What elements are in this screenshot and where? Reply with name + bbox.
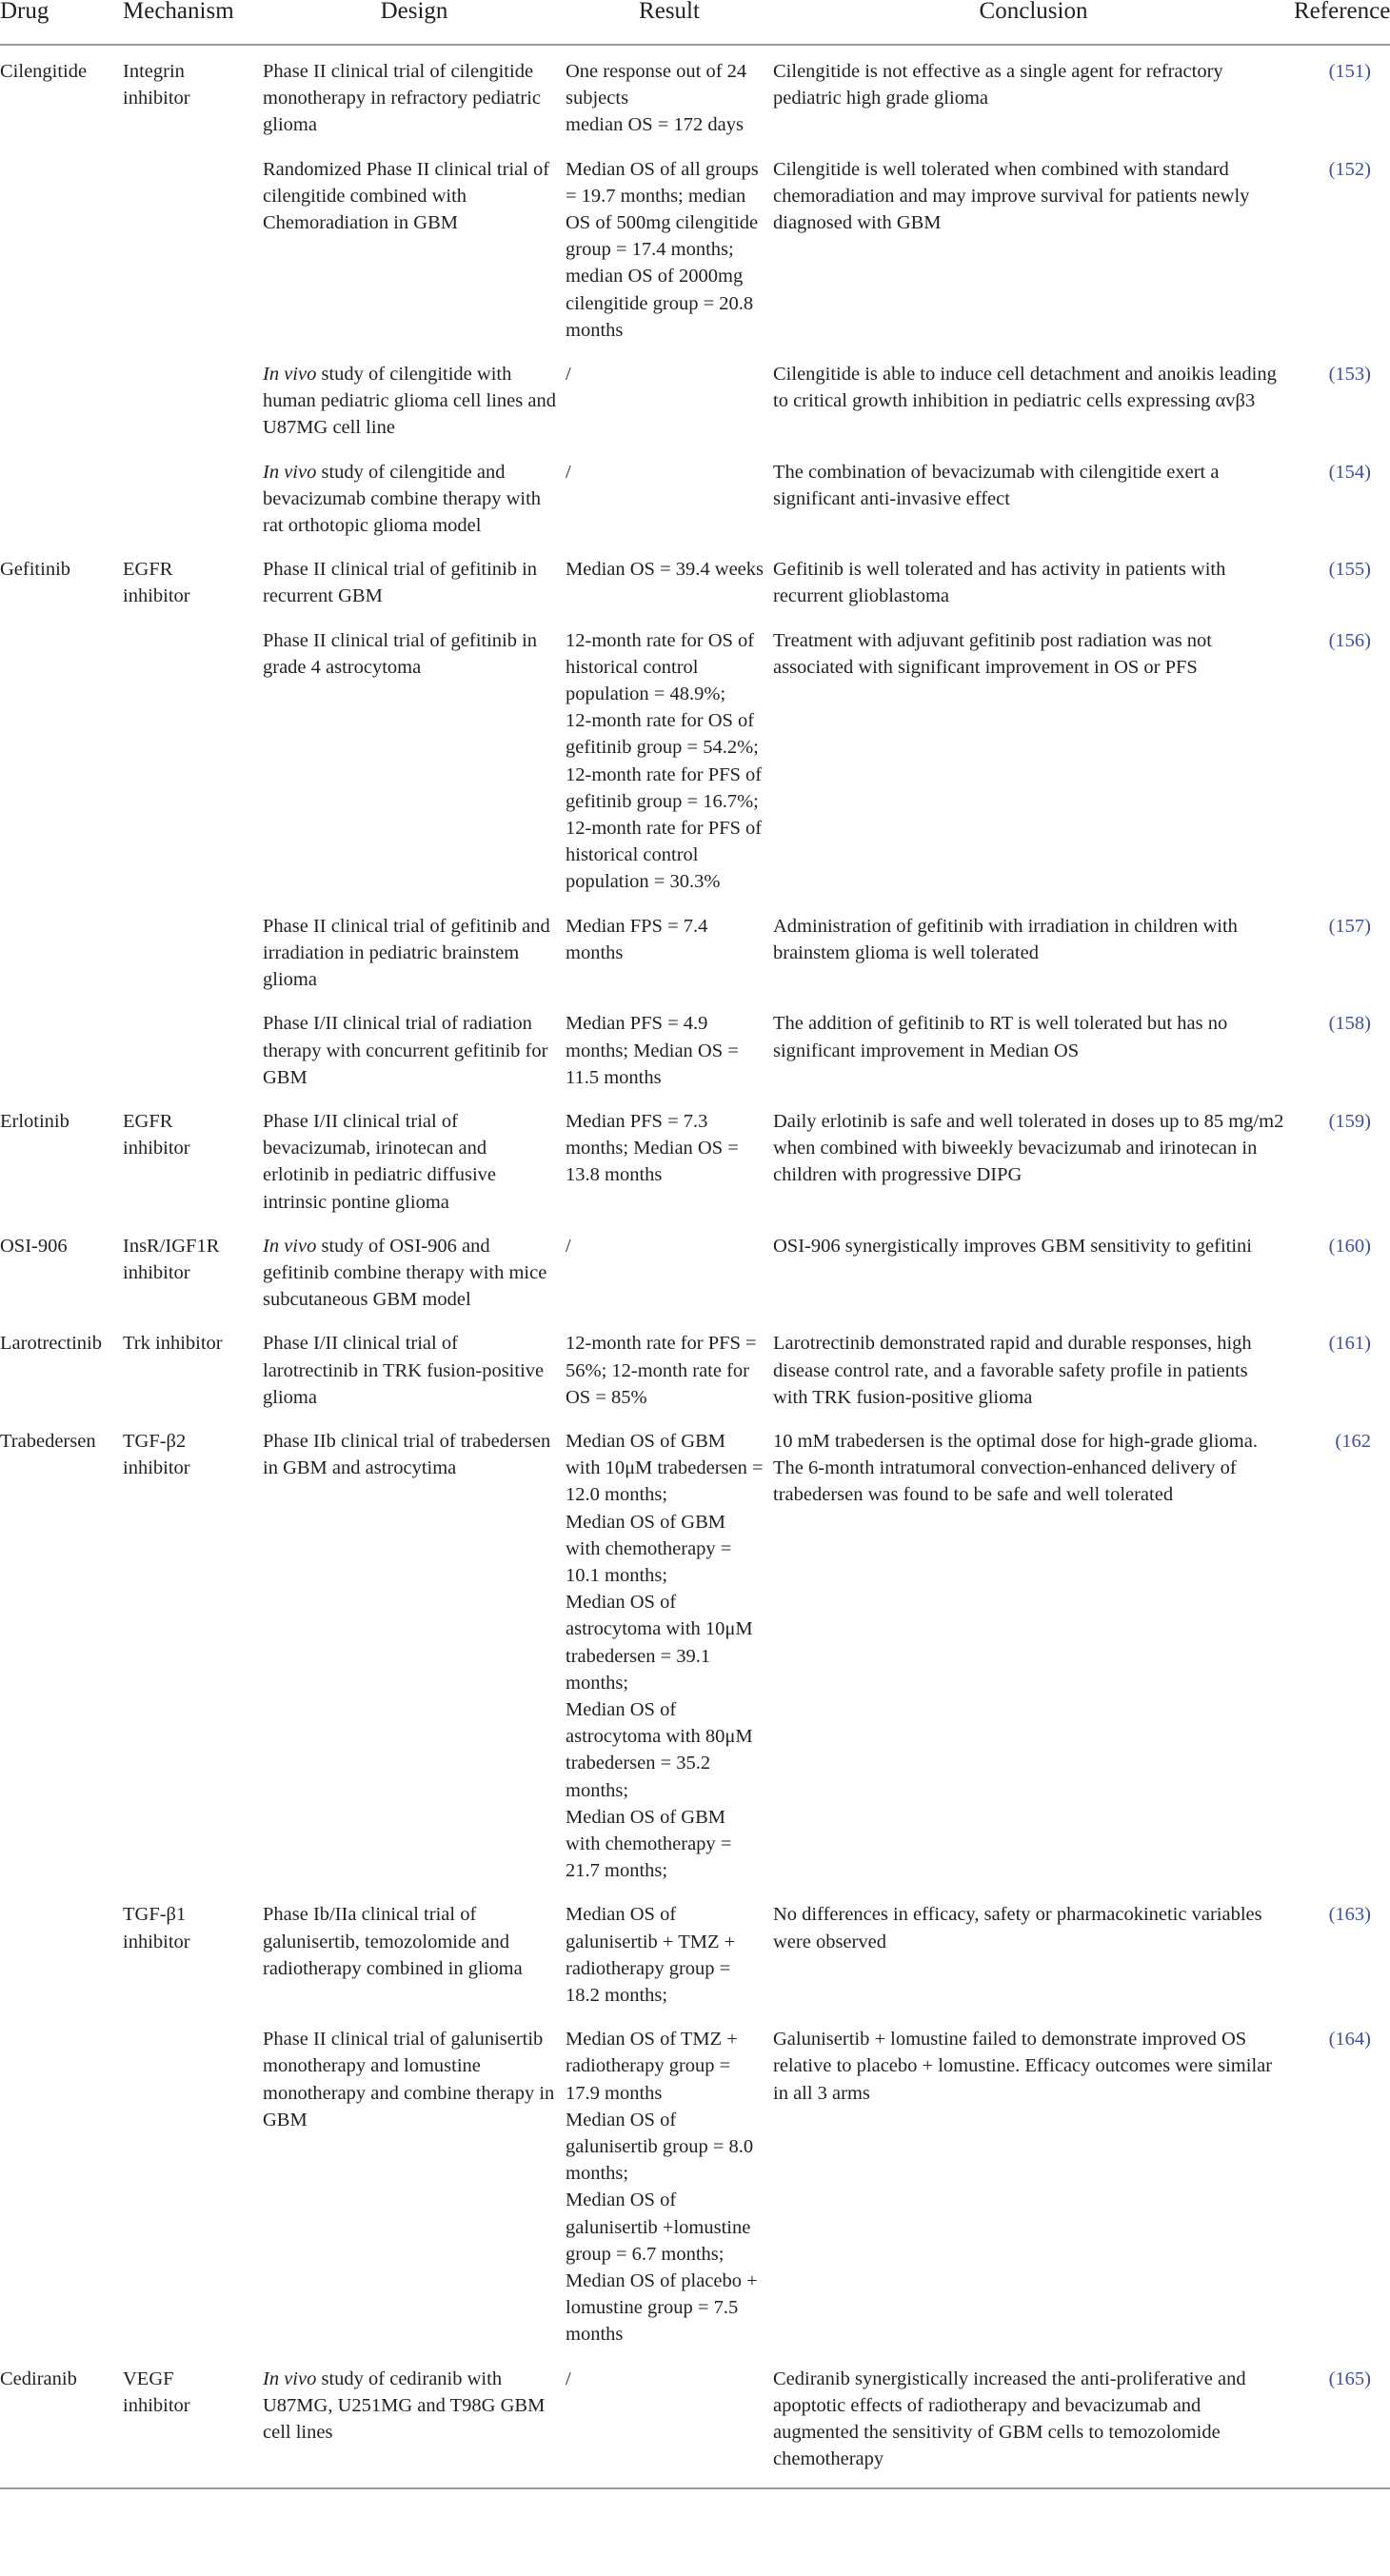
design-text: study of OSI-906 and gefitinib combine therapy with mice subcutaneous GBM model	[263, 1235, 547, 1311]
result-cell: One response out of 24 subjects median OS = 172 days	[566, 61, 747, 136]
reference-link[interactable]: (164)	[1328, 2029, 1371, 2051]
table-row	[0, 1220, 1390, 1318]
mechanism-cell	[123, 446, 263, 545]
drug-cell: Erlotinib	[0, 1110, 70, 1132]
reference-link[interactable]: (162	[1335, 1430, 1371, 1452]
table-row	[0, 144, 1390, 348]
reference-link[interactable]: (159)	[1328, 1110, 1371, 1132]
design-cell	[263, 544, 566, 614]
table-row	[0, 2013, 1390, 2352]
header-result: Result	[566, 0, 773, 45]
conclusion-cell: Administration of gefitinib with irradiation in children with brainstem glioma is well tolerated	[773, 915, 1238, 963]
conclusion-cell: Cilengitide is well tolerated when combined with standard chemoradiation and may improve survival for patients newly diagnosed with GBM	[773, 158, 1250, 234]
table-row	[0, 544, 1390, 614]
drug-cell: OSI-906	[0, 1235, 68, 1257]
result-cell: Median OS of GBM with 10μM trabedersen = 12.0 months; Median OS of GBM with chemotherapy = 10.1 months; Median OS of astrocytoma with 10μM trabedersen = 39.1 months; Median OS of astrocytoma with 80μM trabedersen = 35.2 months; Median OS of GBM with chemotherapy = 21.7 months;	[566, 1430, 764, 1882]
result-cell: /	[566, 364, 571, 386]
design-text: Phase I/II clinical trial of bevacizumab, irinotecan and erlotinib in pediatric diffusive intrinsic pontine glioma	[263, 1110, 496, 1213]
drug-cell	[0, 1889, 123, 2013]
result-cell: 12-month rate for PFS = 56%; 12-month rate for OS = 85%	[566, 1333, 757, 1408]
mechanism-cell: TGF-β2 inhibitor	[123, 1430, 190, 1479]
design-text: Phase II clinical trial of galunisertib monotherapy and lomustine monotherapy and combine therapy in GBM	[263, 2029, 555, 2130]
table-row	[0, 45, 1390, 144]
reference-link[interactable]: (156)	[1328, 629, 1371, 651]
design-text: Phase II clinical trial of gefitinib and irradiation in pediatric brainstem glioma	[263, 915, 550, 991]
table-header-row	[0, 0, 1390, 45]
reference-link[interactable]: (158)	[1328, 1013, 1371, 1035]
design-text: Phase II clinical trial of cilengitide monotherapy in refractory pediatric glioma	[263, 61, 541, 136]
drug-cell	[0, 446, 123, 545]
reference-link[interactable]: (152)	[1328, 158, 1371, 180]
conclusion-cell: Cilengitide is not effective as a single agent for refractory pediatric high grade glioma	[773, 61, 1223, 109]
design-cell	[263, 1096, 566, 1220]
drug-cell: Trabedersen	[0, 1430, 96, 1452]
mechanism-cell: Integrin inhibitor	[123, 61, 190, 109]
mechanism-cell	[123, 348, 263, 446]
design-cell	[263, 144, 566, 348]
conclusion-cell: Daily erlotinib is safe and well tolerated in doses up to 85 mg/m2 when combined with biweekly bevacizumab and irinotecan in children with progressive DIPG	[773, 1110, 1284, 1186]
drug-cell	[0, 144, 123, 348]
design-text: Randomized Phase II clinical trial of cilengitide combined with Chemoradiation in GBM	[263, 158, 550, 234]
design-cell	[263, 2353, 566, 2489]
mechanism-cell	[123, 901, 263, 999]
design-text: study of cediranib with U87MG, U251MG and T98G GBM cell lines	[263, 2368, 546, 2444]
design-text: study of cilengitide and bevacizumab combine therapy with rat orthotopic glioma model	[263, 461, 542, 537]
conclusion-cell: Gefitinib is well tolerated and has activity in patients with recurrent glioblastoma	[773, 559, 1226, 607]
design-text: Phase II clinical trial of gefitinib in grade 4 astrocytoma	[263, 629, 538, 678]
result-cell: /	[566, 2353, 773, 2489]
reference-link[interactable]: (151)	[1328, 61, 1371, 82]
mechanism-cell: VEGF inhibitor	[123, 2353, 263, 2489]
design-cell	[263, 2013, 566, 2352]
design-cell	[263, 348, 566, 446]
design-cell	[263, 1220, 566, 1318]
reference-link[interactable]: (157)	[1328, 915, 1371, 937]
reference-link[interactable]: (153)	[1328, 364, 1371, 386]
mechanism-cell: Trk inhibitor	[123, 1333, 223, 1355]
mechanism-cell: InsR/IGF1R inhibitor	[123, 1235, 220, 1283]
drug-cell: Cilengitide	[0, 61, 88, 82]
reference-link[interactable]: (165)	[1294, 2353, 1390, 2489]
design-italic-text: In vivo	[263, 461, 317, 483]
drug-cell	[0, 998, 123, 1096]
reference-link[interactable]: (160)	[1328, 1235, 1371, 1257]
result-cell: Median PFS = 4.9 months; Median OS = 11.5 months	[566, 1013, 739, 1088]
design-text: Phase II clinical trial of gefitinib in recurrent GBM	[263, 559, 538, 607]
table-row	[0, 446, 1390, 545]
design-text: study of cilengitide with human pediatric glioma cell lines and U87MG cell line	[263, 364, 556, 439]
header-drug: Drug	[0, 0, 123, 45]
mechanism-cell: EGFR inhibitor	[123, 1110, 190, 1159]
mechanism-cell: TGF-β1 inhibitor	[123, 1904, 190, 1952]
conclusion-cell: Treatment with adjuvant gefitinib post radiation was not associated with significant improvement in OS or PFS	[773, 629, 1212, 678]
conclusion-cell: OSI-906 synergistically improves GBM sensitivity to gefitini	[773, 1235, 1252, 1257]
mechanism-cell	[123, 2013, 263, 2352]
drug-cell: Gefitinib	[0, 559, 71, 581]
conclusion-cell: 10 mM trabedersen is the optimal dose for high-grade glioma. The 6-month intratumoral convection-enhanced delivery of trabedersen was found to be safe and well tolerated	[773, 1430, 1258, 1506]
table-row	[0, 1889, 1390, 2013]
result-cell: Median OS of all groups = 19.7 months; median OS of 500mg cilengitide group = 17.4 months; median OS of 2000mg cilengitide group = 20.8 months	[566, 158, 759, 341]
design-cell	[263, 615, 566, 901]
design-italic-text: In vivo	[263, 1235, 317, 1257]
table-row	[0, 998, 1390, 1096]
design-cell	[263, 1318, 566, 1416]
drug-cell	[0, 901, 123, 999]
design-cell	[263, 1416, 566, 1889]
result-cell: 12-month rate for OS of historical control population = 48.9%; 12-month rate for OS of gefitinib group = 54.2%; 12-month rate for PFS of gefitinib group = 16.7%; 12-month rate for PFS of historical control population = 30.3%	[566, 629, 763, 893]
mechanism-cell	[123, 998, 263, 1096]
conclusion-cell: Cediranib synergistically increased the anti-proliferative and apoptotic effects of radiotherapy and bevacizumab and augmented the sensitivity of GBM cells to temozolomide chemotherapy	[773, 2353, 1294, 2489]
table-row	[0, 1318, 1390, 1416]
reference-link[interactable]: (155)	[1328, 559, 1371, 581]
table-body	[0, 45, 1390, 2488]
table-row	[0, 1096, 1390, 1220]
conclusion-cell: No differences in efficacy, safety or pharmacokinetic variables were observed	[773, 1904, 1262, 1952]
drug-cell: Cediranib	[0, 2353, 123, 2489]
design-text: Phase IIb clinical trial of trabedersen in GBM and astrocytima	[263, 1430, 551, 1479]
design-text: Phase I/II clinical trial of larotrectinib in TRK fusion-positive glioma	[263, 1333, 545, 1408]
mechanism-cell	[123, 144, 263, 348]
mechanism-cell: EGFR inhibitor	[123, 559, 190, 607]
result-cell: Median OS of TMZ + radiotherapy group = 17.9 months Median OS of galunisertib group = 8.0 months; Median OS of galunisertib +lomustine group = 6.7 months; Median OS of placebo + lomustine group = 7.5 months	[566, 2029, 758, 2346]
design-cell	[263, 901, 566, 999]
header-mechanism: Mechanism	[123, 0, 263, 45]
conclusion-cell: Galunisertib + lomustine failed to demonstrate improved OS relative to placebo + lomustine. Efficacy outcomes were similar in all 3 arms	[773, 2029, 1273, 2104]
drug-cell: Larotrectinib	[0, 1333, 103, 1355]
table-row	[0, 2353, 1390, 2489]
conclusion-cell: The addition of gefitinib to RT is well tolerated but has no significant improvement in Median OS	[773, 1013, 1228, 1061]
reference-link[interactable]: (161)	[1328, 1333, 1371, 1355]
header-design: Design	[263, 0, 566, 45]
conclusion-cell: The combination of bevacizumab with cilengitide exert a significant anti-invasive effect	[773, 461, 1220, 509]
table-row	[0, 348, 1390, 446]
design-text: Phase Ib/IIa clinical trial of galunisertib, temozolomide and radiotherapy combined in glioma	[263, 1904, 523, 1979]
header-reference: Reference	[1294, 0, 1390, 45]
design-cell	[263, 1889, 566, 2013]
drug-cell	[0, 2013, 123, 2352]
conclusion-cell: Larotrectinib demonstrated rapid and durable responses, high disease control rate, and a favorable safety profile in patients with TRK fusion-positive glioma	[773, 1333, 1252, 1408]
design-cell	[263, 446, 566, 545]
design-italic-text: In vivo	[263, 2368, 317, 2389]
header-conclusion: Conclusion	[773, 0, 1294, 45]
result-cell: Median PFS = 7.3 months; Median OS = 13.8 months	[566, 1110, 739, 1186]
reference-link[interactable]: (163)	[1328, 1904, 1371, 1926]
table-row	[0, 1416, 1390, 1889]
design-text: Phase I/II clinical trial of radiation therapy with concurrent gefitinib for GBM	[263, 1013, 548, 1088]
drug-cell	[0, 615, 123, 901]
reference-link[interactable]: (154)	[1328, 461, 1371, 483]
result-cell: /	[566, 1235, 571, 1257]
design-cell	[263, 45, 566, 144]
result-cell: /	[566, 461, 571, 483]
drug-cell	[0, 348, 123, 446]
result-cell: Median FPS = 7.4 months	[566, 915, 708, 963]
result-cell: Median OS = 39.4 weeks	[566, 559, 764, 581]
table-row	[0, 901, 1390, 999]
design-cell	[263, 998, 566, 1096]
design-italic-text: In vivo	[263, 364, 317, 386]
table-row	[0, 615, 1390, 901]
conclusion-cell: Cilengitide is able to induce cell detachment and anoikis leading to critical growth inhibition in pediatric cells expressing αvβ3	[773, 364, 1277, 412]
mechanism-cell	[123, 615, 263, 901]
result-cell: Median OS of galunisertib + TMZ + radiotherapy group = 18.2 months;	[566, 1904, 736, 2006]
